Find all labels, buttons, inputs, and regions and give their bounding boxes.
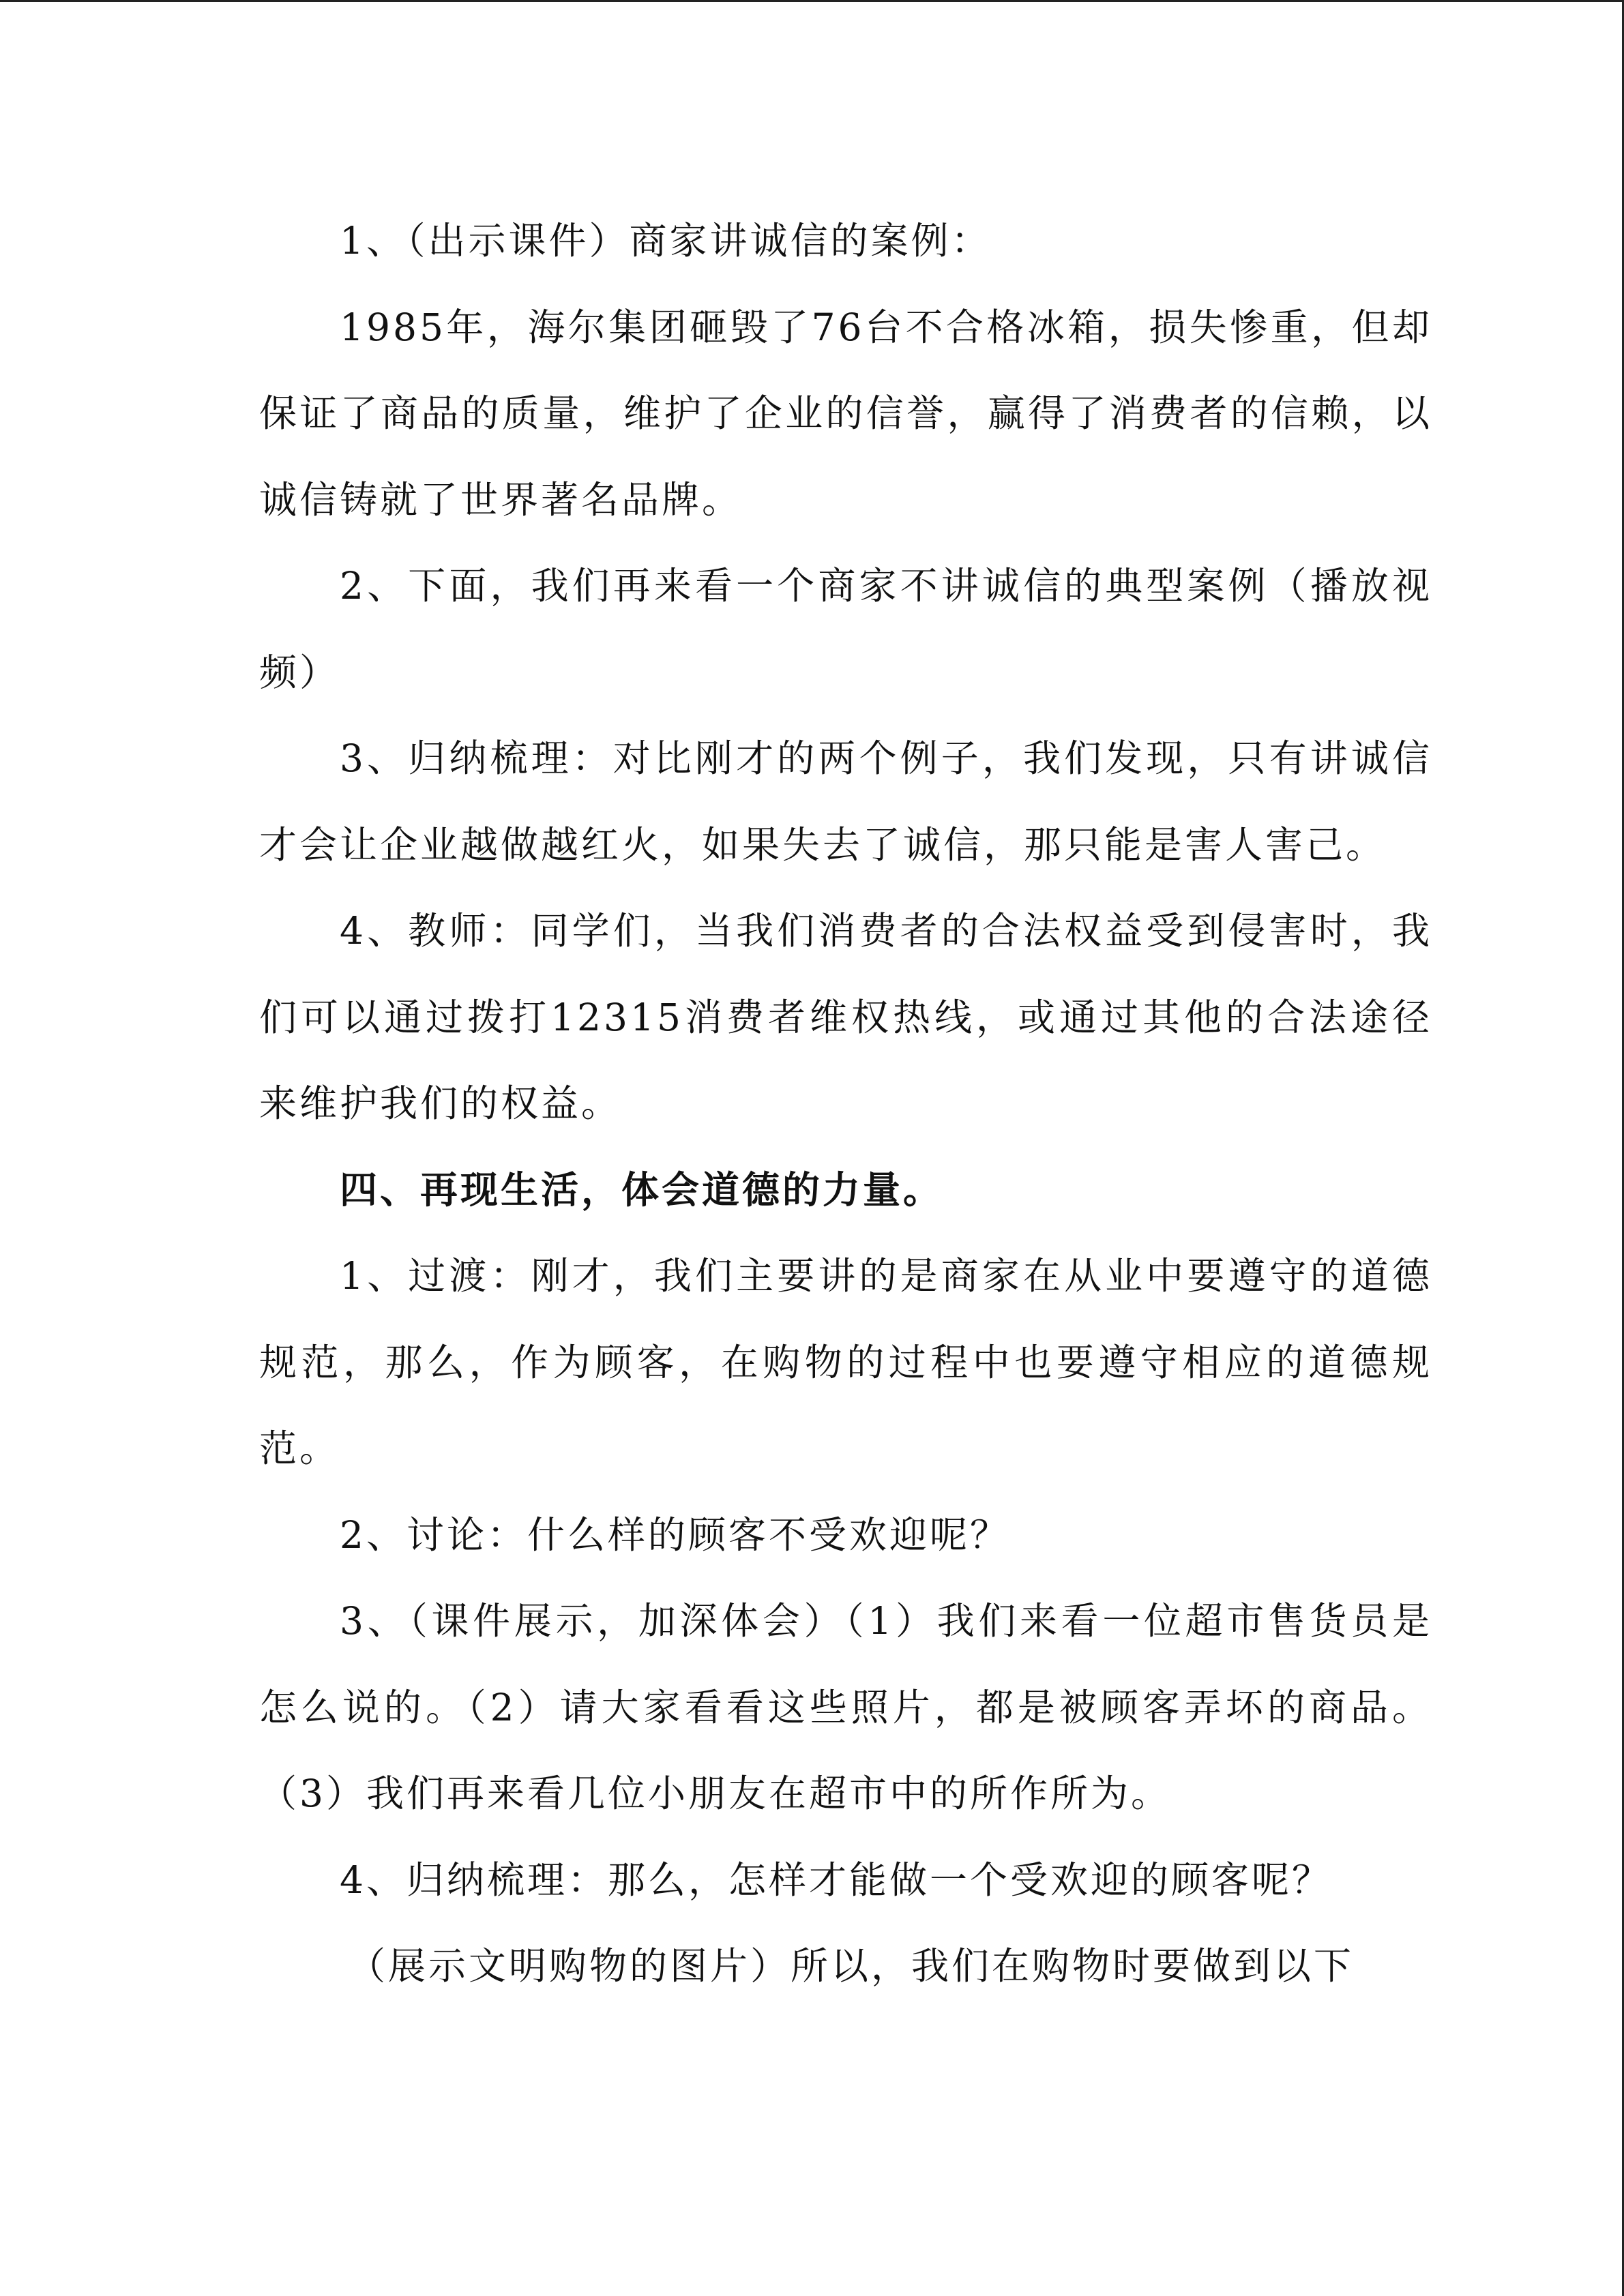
paragraph-courseware: 3、（课件展示，加深体会）（1）我们来看一位超市售货员是怎么说的。（2）请大家看看这些照片，都是被顾客弄坏的商品。（3）我们再来看几位小朋友在超市中的所作所为。 [259,1599,1432,1815]
paragraph-transition: 1、过渡：刚才，我们主要讲的是商家在从业中要遵守的道德规范，那么，作为顾客，在购物的过程中也要遵守相应的道德规范。 [259,1254,1432,1470]
document-body [259,198,1432,2010]
paragraph-summary-2: 4、归纳梳理：那么，怎样才能做一个受欢迎的顾客呢？ [340,1858,1332,1902]
paragraph-haier-case: 1985年，海尔集团砸毁了76台不合格冰箱，损失惨重，但却保证了商品的质量，维护了企业的信誉，赢得了消费者的信赖，以诚信铸就了世界著名品牌。 [259,305,1432,522]
paragraph-teacher: 4、教师：同学们，当我们消费者的合法权益受到侵害时，我们可以通过拨打12315消费者维权热线，或通过其他的合法途径来维护我们的权益。 [259,909,1432,1125]
paragraph-discussion: 2、讨论：什么样的顾客不受欢迎呢？ [340,1512,1010,1557]
paragraph-civilized-shopping: （展示文明购物的图片）所以，我们在购物时要做到以下 [348,1944,1355,1988]
paragraph-dishonest-case: 2、下面，我们再来看一个商家不讲诚信的典型案例（播放视频） [259,564,1432,694]
page-border-top [0,0,1624,2]
paragraph-case-intro: 1、（出示课件）商家讲诚信的案例： [340,219,992,263]
section-heading-four: 四、再现生活，体会道德的力量。 [340,1167,944,1212]
paragraph-summary-1: 3、归纳梳理：对比刚才的两个例子，我们发现，只有讲诚信才会让企业越做越红火，如果失去了诚信，那只能是害人害己。 [259,736,1432,867]
